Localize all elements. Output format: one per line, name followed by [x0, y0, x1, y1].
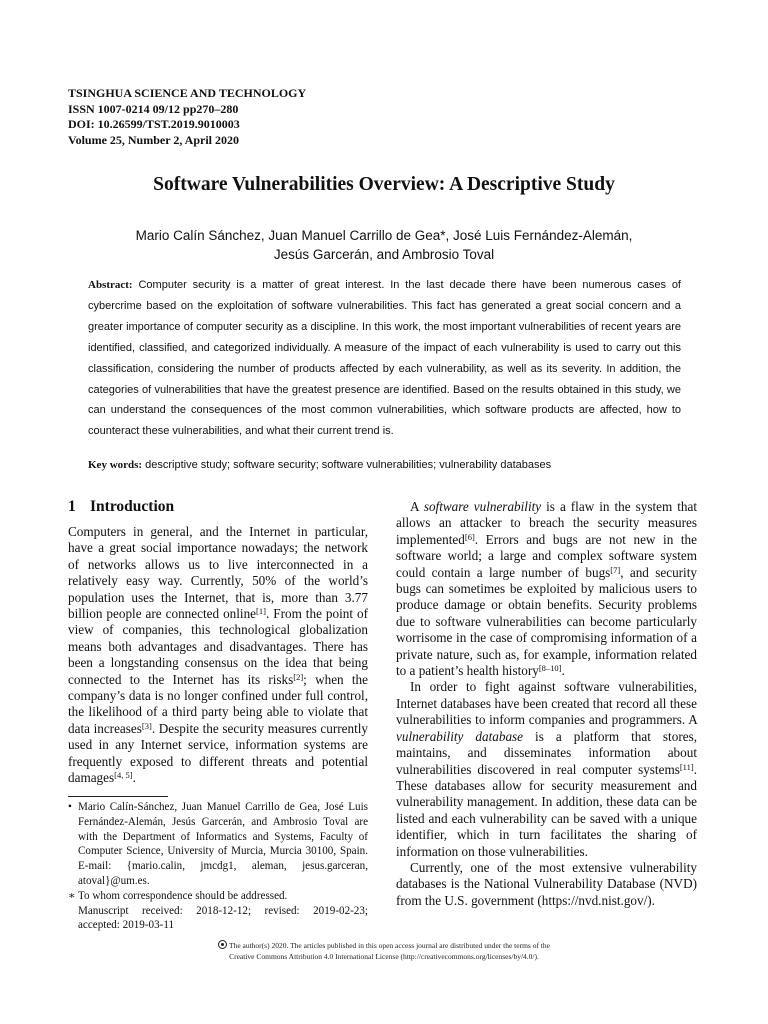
- citation-ref: [11]: [679, 761, 694, 772]
- text-run: In order to fight against software vulnerabilities, Internet databases have been created that record all these vulnerabilities to inform companies and programmers. A: [396, 679, 697, 728]
- footnote-affiliation: [68, 800, 368, 889]
- keywords: [88, 456, 681, 474]
- body-paragraph: [396, 679, 697, 859]
- right-column-body: [396, 499, 697, 909]
- copyright-icon: [218, 940, 227, 949]
- license-notice: [0, 940, 768, 962]
- text-run: , and security bugs can sometimes be exploited by malicious users to produce damage or obtain benefits. Security problems due to software vulnerabilities can become particularly worrisome in the case of compromising information of a private nature, such as, for example, information related to a patient’s health history: [396, 564, 697, 679]
- abstract-text: Computer security is a matter of great interest. In the last decade there have been numerous cases of cybercrime based on the exploitation of software vulnerabilities. This fact has generated a great social concern and a greater importance of computer security as a discipline. In this work, the most important vulnerabilities of recent years are identified, classified, and categorized individually. A measure of the impact of each vulnerability is used to carry out this classification, considering the number of products affected by each vulnerability, as well as its severity. In addition, the categories of vulnerabilities that have the greatest presence are identified. Based on the results obtained in this study, we can understand the consequences of the most common vulnerabilities, which software products are affected, how to counteract these vulnerabilities, and what their current trend is.: [88, 279, 681, 438]
- paper-title: Software Vulnerabilities Overview: A Descriptive Study: [153, 174, 615, 195]
- citation-ref: [8–10]: [538, 663, 562, 674]
- journal-doi: DOI: 10.26599/TST.2019.9010003: [68, 117, 240, 131]
- body-paragraph: [396, 499, 697, 679]
- citation-ref: [4, 5]: [114, 770, 133, 781]
- authors-line-1: Mario Calín Sánchez, Juan Manuel Carrillo de Gea*, José Luis Fernández-Alemán,: [135, 228, 633, 243]
- keywords-label: Key words:: [88, 459, 143, 471]
- license-text-1: The author(s) 2020. The articles published in this open access journal are distributed under the terms of the: [228, 941, 551, 950]
- text-run: Currently, one of the most extensive vulnerability databases is the National Vulnerability Database (NVD) from the U.S. government (https://nvd.nist.gov/).: [396, 859, 697, 908]
- body-paragraph: [68, 524, 368, 787]
- footnote-correspondence: [68, 889, 368, 904]
- journal-name: TSINGHUA SCIENCE AND TECHNOLOGY: [68, 86, 307, 100]
- section-title: Introduction: [90, 498, 175, 515]
- text-run: ; when the company’s data is no longer confined under full control, the likelihood of a third party being able to violate that data increases: [68, 671, 368, 736]
- text-run: .: [561, 663, 565, 679]
- emphasized-term: software vulnerability: [423, 499, 542, 514]
- journal-header: [68, 86, 368, 148]
- abstract: [88, 275, 681, 442]
- section-number: 1: [68, 498, 76, 515]
- body-paragraph: [396, 860, 697, 909]
- authors-line-2: Jesús Garcerán, and Ambrosio Toval: [273, 247, 495, 262]
- citation-ref: [6]: [464, 531, 475, 542]
- footnote-correspondence-text: To whom correspondence should be addressed.: [78, 889, 288, 902]
- text-run: is a platform that stores, maintains, and disseminates information about vulnerabilities discovered in real computer systems: [396, 728, 697, 777]
- citation-ref: [2]: [293, 671, 304, 682]
- emphasized-term: vulnerability database: [396, 728, 524, 744]
- text-run: A: [410, 499, 424, 514]
- license-line-1: [0, 940, 768, 951]
- abstract-label: Abstract:: [88, 279, 133, 291]
- footnote-manuscript: Manuscript received: 2018-12-12; revised: 2019-02-23; accepted: 2019-03-11: [78, 904, 368, 932]
- left-column: [68, 497, 368, 787]
- left-column-body: [68, 524, 368, 787]
- footnotes: [68, 800, 368, 933]
- license-line-2: Creative Commons Attribution 4.0 International License (http://creativecommons.org/licenses/by/4.0/).: [229, 952, 539, 961]
- text-run: . These databases allow for security measurement and vulnerability management. In addition, these data can be listed and each vulnerability can be saved with a unique identifier, which in turn facilitates the sharing of information on those vulnerabilities.: [396, 761, 697, 859]
- text-run: .: [132, 770, 136, 786]
- citation-ref: [1]: [256, 606, 266, 617]
- citation-ref: [3]: [141, 720, 152, 731]
- footnote-affiliation-text: Mario Calín-Sánchez, Juan Manuel Carrillo de Gea, José Luis Fernández-Alemán, Jesús Garcerán, and Ambrosio Toval are with the Department of Informatics and Systems, Faculty of Computer Science, University of Murcia, Murcia 30100, Spain. E-mail: {mario.calin, jmcdg1, aleman, jesus.garceran, atoval}@um.es.: [78, 801, 368, 887]
- text-run: is a flaw in the system that allows an attacker to breach the security measures implemented: [396, 499, 698, 547]
- bullet-mark: •: [68, 801, 72, 813]
- journal-volume: Volume 25, Number 2, April 2020: [68, 132, 240, 147]
- footnote-rule: [68, 796, 168, 797]
- text-run: . Despite the security measures currently used in any Internet service, information systems are frequently exposed to different threats and potential damages: [68, 720, 368, 786]
- author-list: [80, 226, 688, 264]
- text-run: . From the point of view of companies, this technological globalization means both advantages and disadvantages. There has been a longstanding consensus on the idea that being connected to the Internet has its risks: [68, 606, 368, 687]
- section-heading: [68, 497, 368, 517]
- right-column: [396, 499, 697, 909]
- citation-ref: [7]: [610, 564, 621, 575]
- text-run: . Errors and bugs are not new in the software world; a large and complex software system could contain a large number of bugs: [396, 531, 697, 580]
- text-run: Computers in general, and the Internet in particular, have a great social importance nowadays; the network of networks allows us to live interconnected in a relatively easy way. Currently, 50% of the world’s population uses the Internet, that is, more than 3.77 billion people are connected online: [68, 524, 368, 622]
- keywords-text: descriptive study; software security; software vulnerabilities; vulnerability databases: [142, 459, 552, 471]
- journal-issn: ISSN 1007-0214 09/12 pp270–280: [68, 101, 239, 116]
- star-mark: ∗: [68, 889, 76, 902]
